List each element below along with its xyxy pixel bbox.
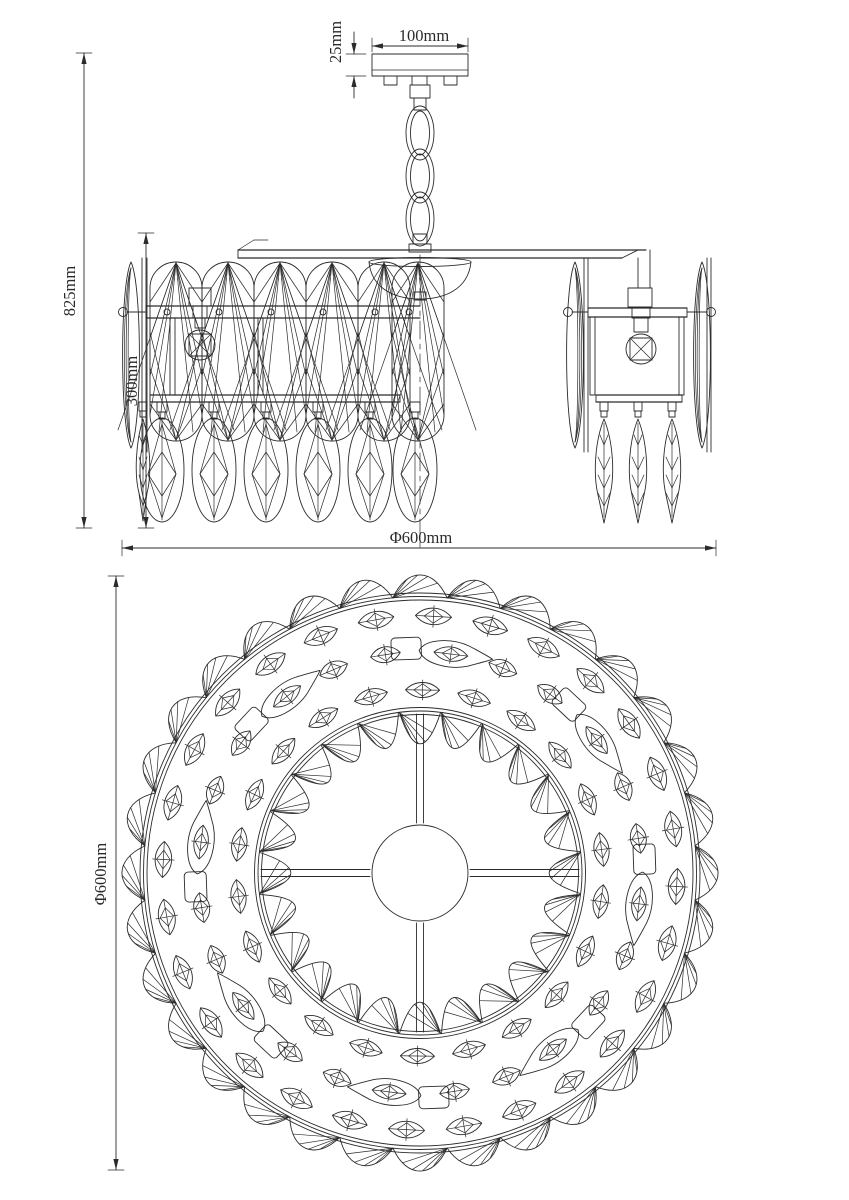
- shell-petal: [271, 775, 309, 813]
- facet-crystal: [316, 654, 352, 685]
- facet-crystal: [225, 987, 261, 1025]
- facet-crystal: [272, 1034, 309, 1069]
- shell-petal: [549, 852, 580, 893]
- shell-petal: [479, 724, 517, 762]
- facet-crystal: [369, 642, 402, 667]
- facet-crystal: [572, 780, 604, 819]
- crystal-drop: [244, 402, 288, 522]
- facet-crystal: [166, 951, 200, 993]
- facet-crystal: [534, 1032, 572, 1068]
- hanging-chain: [406, 85, 434, 252]
- facet-crystal: [356, 606, 395, 634]
- facet-crystal: [201, 941, 232, 977]
- crystal-drop: [348, 402, 392, 522]
- shell-petal: [399, 713, 440, 744]
- facet-crystal: [659, 809, 687, 848]
- candle-bulb: [388, 633, 494, 672]
- shell-petal: [143, 743, 176, 793]
- facet-crystal: [488, 1061, 524, 1092]
- facet-crystal: [208, 682, 248, 724]
- shell-petal: [531, 775, 569, 813]
- facet-crystal: [229, 1045, 271, 1085]
- facet-crystal: [569, 932, 602, 971]
- facet-crystal: [652, 923, 683, 964]
- shell-petal: [509, 962, 548, 1001]
- icicle-prism: [663, 402, 680, 523]
- facet-crystal: [261, 971, 298, 1010]
- dimension-overall-height: [60, 53, 92, 528]
- facet-crystal: [371, 1080, 407, 1103]
- shell-petal: [127, 900, 155, 953]
- facet-crystal: [238, 775, 271, 814]
- shell-petal: [695, 846, 718, 900]
- facet-crystal: [400, 1046, 434, 1066]
- dimension-body-diameter: [122, 528, 716, 556]
- shell-petal: [322, 724, 360, 762]
- facet-crystal: [189, 891, 214, 924]
- facet-crystal: [589, 831, 613, 867]
- shell-petal: [290, 1117, 340, 1150]
- dimension-plan-diameter: [91, 576, 124, 1170]
- shell-petal: [122, 846, 145, 900]
- outer-rim-ring: [140, 593, 700, 1153]
- facet-crystal: [157, 782, 188, 823]
- shell-petal: [596, 1049, 638, 1091]
- facet-crystal: [450, 1035, 488, 1063]
- shell-petal: [550, 622, 596, 660]
- icicle-prism: [136, 402, 150, 521]
- dimension-label-canopy_height: 25mm: [326, 20, 345, 64]
- facet-crystal: [415, 604, 452, 628]
- facet-crystal: [444, 1112, 483, 1140]
- candle-bulb: [180, 799, 219, 905]
- center-hub: [261, 714, 579, 1032]
- side-elevation-of-chandelier: [118, 54, 716, 552]
- facet-crystal: [541, 736, 578, 775]
- shell-petal: [260, 812, 296, 852]
- shell-petal: [479, 984, 517, 1022]
- shell-petal: [400, 1002, 441, 1033]
- shell-petal: [169, 1003, 207, 1049]
- inner-rim-ring: [255, 708, 586, 1039]
- shell-petal: [393, 1148, 447, 1171]
- facet-crystal: [347, 1033, 385, 1062]
- facet-crystal: [151, 841, 175, 878]
- shell-petal: [169, 697, 207, 743]
- shell-petal: [271, 932, 309, 970]
- facet-crystal: [405, 680, 439, 700]
- facet-crystal: [498, 1093, 540, 1127]
- shell-petal: [292, 962, 331, 1001]
- crystal-drop: [192, 402, 236, 522]
- candle-bulb: [346, 1074, 452, 1113]
- candle-bulb: [621, 841, 660, 947]
- facet-crystal: [268, 678, 306, 714]
- inner-crystal-ring: [226, 680, 613, 1066]
- shell-petal: [393, 575, 447, 598]
- facet-crystal: [570, 661, 612, 701]
- facet-crystal: [522, 629, 564, 666]
- shell-petal: [664, 743, 697, 793]
- shell-petal: [340, 580, 393, 608]
- shell-petal: [634, 1003, 672, 1049]
- shell-petal: [244, 1087, 290, 1125]
- shell-petal: [545, 895, 581, 935]
- shell-petal: [442, 713, 482, 749]
- shell-petal: [545, 812, 580, 852]
- lamp-section-right: [564, 258, 716, 523]
- facet-crystal: [626, 822, 651, 855]
- facet-crystal: [608, 769, 639, 805]
- shell-petal: [509, 745, 548, 784]
- facet-crystal: [470, 610, 511, 641]
- dimension-canopy-height: [326, 21, 366, 98]
- facet-crystal: [224, 725, 259, 762]
- facet-crystal: [329, 1105, 370, 1136]
- shell-petal: [531, 932, 569, 970]
- facet-crystal: [300, 619, 342, 653]
- facet-crystal: [227, 826, 252, 863]
- shell-petal: [359, 713, 399, 748]
- shell-petal: [127, 793, 155, 846]
- shell-petal: [550, 1087, 596, 1125]
- shell-petal: [322, 984, 360, 1022]
- facet-crystal: [581, 985, 616, 1022]
- facet-crystal: [455, 684, 493, 713]
- shell-petal: [260, 895, 295, 935]
- icicle-prism: [595, 402, 612, 523]
- dimension-label-body_diameter: Φ600mm: [389, 528, 453, 547]
- shell-petal: [290, 596, 340, 629]
- lamp-bulb-symbol: [626, 334, 656, 364]
- facet-crystal: [265, 732, 303, 771]
- facet-crystal: [237, 927, 269, 966]
- facet-crystal: [153, 897, 181, 936]
- dimension-canopy-width: [372, 26, 468, 52]
- shell-petal: [685, 900, 713, 953]
- facet-crystal: [538, 975, 576, 1014]
- facet-crystal: [190, 824, 213, 860]
- lamp-bulb-symbol: [185, 330, 215, 360]
- dimension-label-plan_diameter: Φ600mm: [91, 842, 110, 906]
- crystal-body-left: [118, 258, 476, 522]
- dimension-label-canopy_width: 100mm: [398, 26, 450, 45]
- shell-petal: [447, 580, 500, 608]
- shell-petal: [500, 1117, 550, 1150]
- facet-crystal: [627, 886, 650, 922]
- facet-crystal: [176, 728, 213, 770]
- shell-petal: [244, 622, 290, 660]
- facet-crystal: [226, 878, 250, 914]
- shell-petal: [685, 793, 713, 846]
- shell-petal: [359, 998, 399, 1034]
- facet-crystal: [532, 677, 569, 712]
- facet-crystal: [433, 643, 469, 666]
- crystal-drop: [296, 402, 340, 522]
- shell-petal: [500, 596, 550, 629]
- icicle-prism: [629, 402, 646, 523]
- outer-crystal-ring: [151, 604, 688, 1141]
- shell-petal: [596, 656, 638, 698]
- dimension-annotations: [60, 21, 716, 1170]
- facet-crystal: [592, 1023, 632, 1065]
- shell-petal: [447, 1138, 500, 1166]
- shell-petal: [260, 853, 291, 894]
- facet-crystal: [579, 721, 615, 759]
- shell-petal: [664, 953, 697, 1003]
- shell-petal: [442, 998, 482, 1033]
- facet-crystal: [388, 1118, 425, 1142]
- bottom-plan-of-chandelier: [122, 575, 718, 1171]
- facet-crystal: [352, 683, 390, 711]
- dimension-label-body_height: 300mm: [122, 355, 141, 407]
- facet-crystal: [640, 753, 674, 795]
- outer-petal-ring: [122, 575, 718, 1171]
- facet-crystal: [588, 883, 613, 920]
- ceiling-canopy: [372, 54, 468, 85]
- facet-crystal: [275, 1080, 317, 1117]
- shell-petal: [634, 697, 672, 743]
- facet-crystal: [665, 868, 689, 905]
- facet-crystal: [438, 1079, 471, 1104]
- facet-crystal: [627, 975, 664, 1017]
- shell-petal: [203, 656, 245, 698]
- dimension-label-overall_height: 825mm: [60, 265, 79, 317]
- shell-petal: [143, 953, 176, 1003]
- shell-petal: [340, 1138, 393, 1166]
- shell-petal: [292, 745, 331, 784]
- middle-crystal-ring: [180, 633, 659, 1112]
- shell-petal: [203, 1049, 245, 1091]
